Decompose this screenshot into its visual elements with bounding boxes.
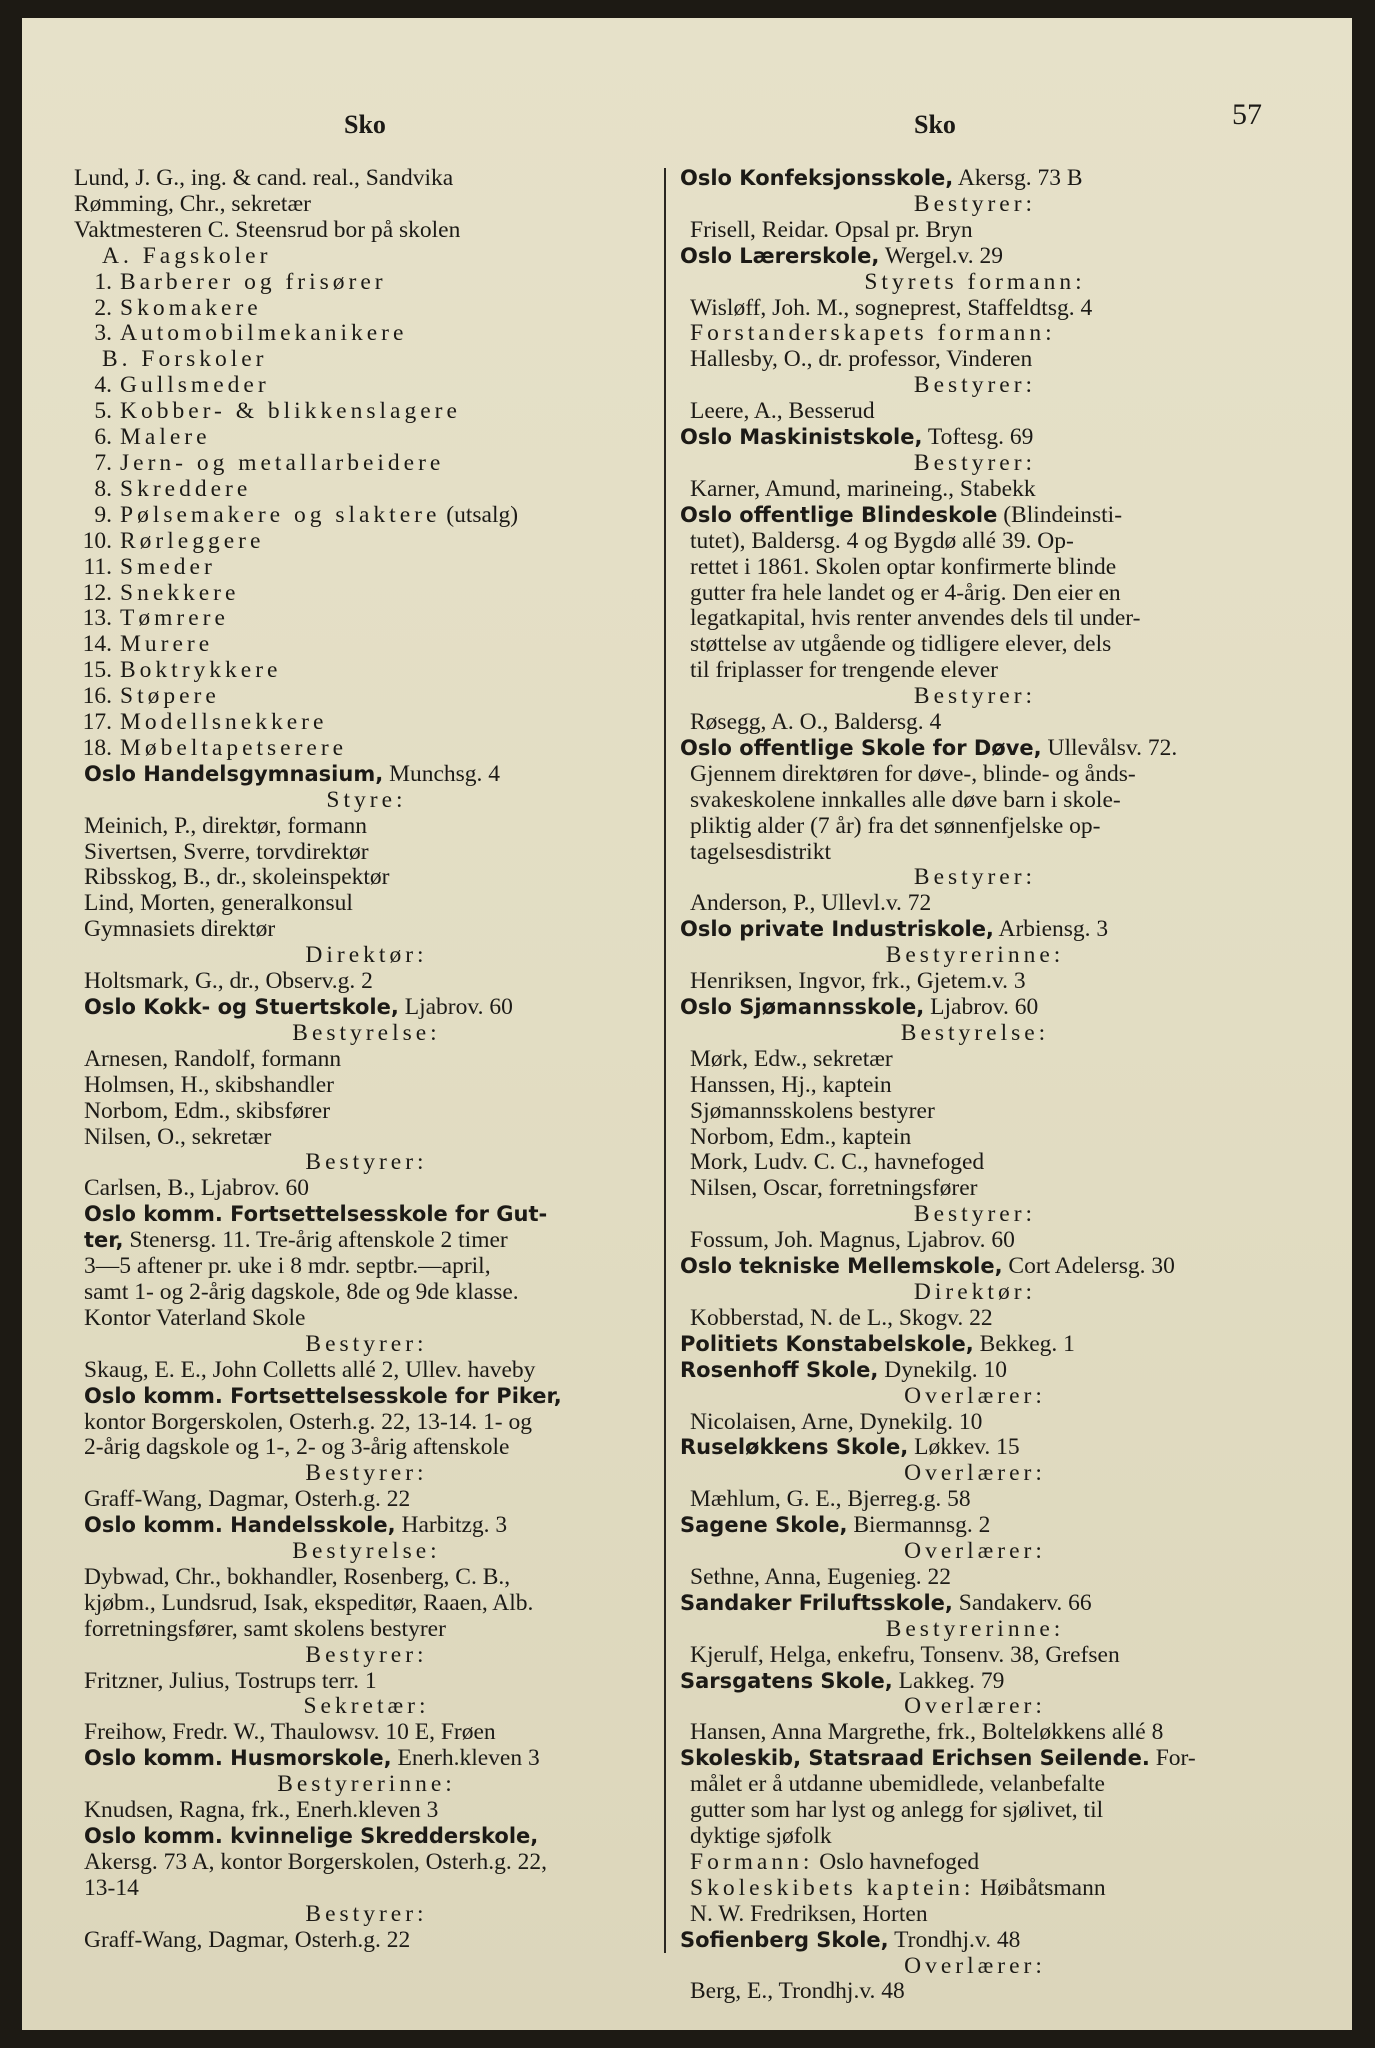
person-text: Oslo havnefoged — [813, 1848, 980, 1875]
role-heading: Direktør: — [913, 1278, 1037, 1305]
entry-title — [680, 503, 1270, 529]
person-line: Kobberstad, N. de L., Skogv. 22 — [690, 1304, 993, 1331]
person-line: Gymnasiets direktør — [84, 916, 276, 943]
entry-address: Ullevålsv. 72. — [1041, 734, 1178, 761]
text-line: Gjennem direktøren for døve-, blinde- og ånds- — [690, 760, 1136, 787]
person-text: Høibåtsmann — [974, 1874, 1106, 1901]
right-running-header: Sko — [914, 110, 956, 139]
role-heading: Bestyrerinne: — [885, 942, 1065, 969]
left-running-header: Sko — [344, 110, 386, 139]
entry-title: Oslo komm. Husmorskole, Enerh.kleven 3 — [84, 1745, 540, 1772]
entry-address: Dynekilg. 10 — [878, 1356, 1007, 1383]
person-line: Røsegg, A. O., Baldersg. 4 — [690, 709, 942, 736]
text-line: Lund, J. G., ing. & cand. real., Sandvika — [74, 165, 454, 191]
item-label: Skreddere — [120, 475, 252, 502]
text-line — [84, 1280, 659, 1306]
bestyrelse-list — [74, 1565, 659, 1643]
role-heading: Overlærer: — [904, 1460, 1046, 1487]
entry-address: Ljabrov. 60 — [924, 994, 1039, 1020]
item-number: 14. — [82, 631, 112, 658]
item-label: Støpere — [120, 683, 220, 710]
person-line: Anderson, P., Ullevl.v. 72 — [690, 890, 932, 917]
page-number: 57 — [1232, 98, 1262, 131]
item-number: 16. — [82, 683, 112, 710]
role-heading: Bestyrer: — [913, 1201, 1037, 1228]
entry-paragraph — [74, 1824, 659, 1902]
person-line: Hanssen, Hj., kaptein — [690, 1071, 892, 1098]
text-line — [84, 1202, 659, 1228]
entry-text: Akersg. 73 A, kontor Borgerskolen, Osterh.g. 22, — [84, 1848, 547, 1875]
entry-name: ter, — [84, 1228, 124, 1253]
list-item — [74, 451, 659, 477]
text-line — [84, 1876, 659, 1902]
person-line: Wisløff, Joh. M., sogneprest, Staffeldtsg. 4 — [690, 294, 1093, 321]
person-line: Mørk, Edw., sekretær — [690, 1045, 893, 1072]
list-item — [74, 425, 659, 451]
person-line: Nicolaisen, Arne, Dynekilg. 10 — [690, 1408, 983, 1435]
person-line: Kjerulf, Helga, enkefru, Tonsenv. 38, Grefsen — [690, 1641, 1120, 1668]
role-heading: Bestyrer: — [305, 1900, 428, 1927]
person-line: Skaug, E. E., John Colletts allé 2, Ullev. haveby — [84, 1356, 536, 1383]
entry-title — [680, 1513, 1270, 1539]
text-line: Rømming, Chr., sekretær — [74, 190, 311, 217]
item-number: 11. — [83, 553, 112, 580]
item-number: 7. — [94, 449, 112, 476]
person-line: Fritzner, Julius, Tostrups terr. 1 — [84, 1667, 377, 1694]
entry-title — [680, 1358, 1270, 1384]
person-line: Nilsen, O., sekretær — [84, 1123, 272, 1150]
text-line — [84, 1306, 659, 1332]
person-line: Sivertsen, Sverre, torvdirektør — [84, 838, 369, 865]
person-line: Norbom, Edm., skibsfører — [84, 1097, 331, 1124]
entry-address: Løkkev. 15 — [908, 1434, 1020, 1461]
item-label: Jern- og metallarbeidere — [120, 449, 445, 476]
item-label: Pølsemakere og slaktere — [120, 501, 441, 528]
role-heading: Overlærer: — [904, 1952, 1046, 1979]
entry-address: Biermannsg. 2 — [847, 1512, 991, 1539]
role-heading: Bestyrer: — [913, 372, 1037, 399]
list-item — [74, 373, 659, 399]
person-line: Ribsskog, B., dr., skoleinspektør — [84, 864, 390, 891]
text-line — [84, 1254, 659, 1280]
entry-title — [680, 1669, 1270, 1695]
item-number: 12. — [82, 579, 112, 606]
list-item — [74, 736, 659, 762]
entry-name: Oslo offentlige Skole for Døve, — [680, 735, 1042, 760]
text-line: rettet i 1861. Skolen optar konfirmerte blinde — [690, 553, 1117, 580]
role-heading: Forstanderskapets formann: — [690, 320, 1056, 347]
role-heading: Bestyrer: — [913, 683, 1037, 710]
text-line: dyktige sjøfolk — [690, 1823, 832, 1849]
text-line: tagelsesdistrikt — [690, 838, 831, 865]
text-line: N. W. Fredriksen, Horten — [690, 1900, 928, 1927]
entry-name: Oslo Lærerskole, — [680, 243, 880, 268]
role-heading: Bestyrerinne: — [885, 1615, 1065, 1642]
item-label: Skomakere — [120, 294, 262, 321]
column-divider — [664, 168, 666, 1953]
book-page — [22, 18, 1352, 2030]
role-heading: Bestyrelse: — [900, 1019, 1050, 1046]
item-number: 8. — [94, 475, 112, 502]
entry-address: Akersg. 73 B — [953, 165, 1083, 191]
role-heading: Bestyrelse: — [292, 1019, 441, 1046]
text-line: gutter som har lyst og anlegg for sjølivet, til — [690, 1797, 1104, 1824]
entry-name: Skoleskib, Statsraad Erichsen Seilende. — [680, 1746, 1150, 1771]
text-line — [84, 1824, 659, 1850]
role-heading: Overlærer: — [904, 1538, 1046, 1565]
entry-address: Wergel.v. 29 — [879, 242, 1004, 269]
person-line: Nilsen, Oscar, forretningsfører — [690, 1175, 978, 1202]
person-line: Graff-Wang, Dagmar, Osterh.g. 22 — [84, 1486, 411, 1513]
entry-name: Politiets Konstabelskole, — [680, 1331, 974, 1356]
entry-title — [680, 995, 1270, 1021]
list-item — [74, 270, 659, 296]
text-line — [84, 1228, 659, 1254]
role-line — [680, 1850, 1270, 1876]
text-line: tutet), Baldersg. 4 og Bygdø allé 39. Op- — [690, 527, 1074, 554]
role-heading: Bestyrer: — [913, 864, 1037, 891]
item-number: 17. — [82, 709, 112, 736]
entry-name: Oslo Konfeksjonsskole, — [680, 166, 954, 190]
text-line — [84, 1435, 659, 1461]
entry-title — [680, 166, 1270, 192]
text-line: til friplasser for trengende elever — [690, 657, 998, 684]
entry-address: (Blindeinsti- — [997, 501, 1123, 528]
role-heading: Skoleskibets kaptein: — [690, 1874, 975, 1901]
entry-text: 2-årig dagskole og 1-, 2- og 3-årig aftenskole — [84, 1434, 510, 1461]
person-line: Lind, Morten, generalkonsul — [84, 890, 353, 917]
entry-text: kontor Borgerskolen, Osterh.g. 22, 13-14. 1- og — [84, 1408, 532, 1435]
person-line: Holtsmark, G., dr., Observ.g. 2 — [84, 968, 373, 995]
person-line: Henriksen, Ingvor, frk., Gjetem.v. 3 — [690, 968, 1026, 995]
text-line: støttelse av utgående og tidligere elever, dels — [690, 631, 1112, 658]
person-line: Mæhlum, G. E., Bjerreg.g. 58 — [690, 1486, 971, 1513]
item-number: 10. — [82, 527, 112, 554]
entry-title — [680, 1254, 1270, 1280]
item-label: Murere — [120, 631, 214, 658]
person-line: Meinich, P., direktør, formann — [84, 812, 367, 839]
person-line: Carlsen, B., Ljabrov. 60 — [84, 1175, 309, 1202]
entry-title: Oslo komm. Handelsskole, Harbitzg. 3 — [84, 1512, 508, 1539]
item-label: Malere — [120, 424, 211, 451]
role-heading: Formann: — [690, 1848, 814, 1875]
entry-address: Sandakerv. 66 — [952, 1589, 1092, 1616]
text-line: svakeskolene innkalles alle døve barn i skole- — [690, 786, 1121, 813]
entry-address: Cort Adelersg. 30 — [1002, 1253, 1175, 1280]
entry-name: Oslo tekniske Mellemskole, — [680, 1254, 1003, 1279]
item-label: Boktrykkere — [120, 657, 282, 684]
right-column — [680, 166, 1270, 2005]
item-label: Modellsnekkere — [120, 709, 328, 736]
list-item — [74, 321, 659, 347]
item-label: Automobilmekanikere — [120, 320, 408, 347]
list-item — [74, 658, 659, 684]
entry-name: Sarsgatens Skole, — [680, 1668, 893, 1693]
text-line — [84, 1384, 659, 1410]
role-heading: Direktør: — [305, 942, 428, 969]
role-heading: Styrets formann: — [864, 268, 1086, 295]
person-line: Frisell, Reidar. Opsal pr. Bryn — [690, 216, 973, 243]
list-item — [74, 399, 659, 425]
person-line: Graff-Wang, Dagmar, Osterh.g. 22 — [84, 1926, 411, 1953]
person-line: Hallesby, O., dr. professor, Vinderen — [690, 346, 1033, 373]
list-item — [74, 477, 659, 503]
entry-title — [680, 736, 1270, 762]
text-line: legatkapital, hvis renter anvendes dels til under- — [690, 605, 1141, 632]
item-label: Møbeltapetserere — [120, 734, 348, 761]
person-line: Leere, A., Besserud — [690, 398, 875, 425]
person-line: Hansen, Anna Margrethe, frk., Bolteløkkens allé 8 — [690, 1719, 1164, 1746]
entry-address: Toftesg. 69 — [922, 424, 1034, 451]
person-line: Norbom, Edm., kaptein — [690, 1123, 912, 1150]
item-number: 9. — [94, 501, 112, 528]
role-heading: Bestyrerinne: — [277, 1771, 456, 1798]
entry-title — [680, 1435, 1270, 1461]
text-line: pliktig alder (7 år) fra det sønnenfjelske op- — [690, 812, 1101, 839]
entry-name: Oslo komm. kvinnelige Skredderskole, — [84, 1824, 539, 1848]
list-item — [74, 684, 659, 710]
entry-title — [680, 1746, 1270, 1772]
bestyrelse-list — [74, 1047, 659, 1151]
person-line: Sjømannsskolens bestyrer — [690, 1097, 935, 1124]
entry-title — [680, 917, 1270, 943]
item-number: 4. — [94, 372, 112, 399]
person-line: Arnesen, Randolf, formann — [84, 1045, 342, 1072]
item-number: 6. — [94, 424, 112, 451]
entry-title: Oslo Handelsgymnasium, Munchsg. 4 — [84, 760, 501, 787]
list-item — [74, 555, 659, 581]
item-label: Smeder — [120, 553, 216, 580]
entry-text: Stenersg. 11. Tre-årig aftenskole 2 timer — [123, 1227, 508, 1254]
text-line: Vaktmesteren C. Steensrud bor på skolen — [74, 216, 461, 243]
entry-title — [680, 244, 1270, 270]
text-line — [84, 1410, 659, 1436]
entry-name: Sandaker Friluftsskole, — [680, 1590, 953, 1615]
entry-name: Rosenhoff Skole, — [680, 1357, 879, 1382]
entry-title — [680, 1591, 1270, 1617]
fagskoler-list — [74, 270, 659, 348]
item-number: 13. — [82, 605, 112, 632]
entry-name: Oslo Sjømannsskole, — [680, 995, 925, 1019]
person-line: Sethne, Anna, Eugenieg. 22 — [690, 1563, 952, 1590]
entry-address: Bekkeg. 1 — [973, 1330, 1075, 1357]
item-label: Kobber- & blikkenslagere — [120, 398, 461, 425]
entry-text: 3—5 aftener pr. uke i 8 mdr. septbr.—april, — [84, 1253, 491, 1280]
person-line: kjøbm., Lundsrud, Isak, ekspeditør, Raaen, Alb. — [84, 1589, 534, 1616]
role-heading: Overlærer: — [904, 1382, 1046, 1409]
role-heading: Bestyrer: — [913, 190, 1037, 217]
entry-title: Oslo Kokk- og Stuertskole, Ljabrov. 60 — [84, 994, 513, 1020]
role-heading: Bestyrer: — [305, 1330, 428, 1357]
entry-name: Oslo offentlige Blindeskole — [680, 502, 998, 527]
entry-name: Sagene Skole, — [680, 1513, 848, 1538]
entry-name: Sofienberg Skole, — [680, 1927, 889, 1952]
role-heading: Bestyrer: — [305, 1149, 428, 1176]
item-number: 1. — [94, 268, 112, 295]
person-line: Dybwad, Chr., bokhandler, Rosenberg, C. B., — [84, 1563, 511, 1590]
entry-name: Ruseløkkens Skole, — [680, 1435, 909, 1460]
item-label: Snekkere — [120, 579, 240, 606]
item-label: Gullsmeder — [120, 372, 270, 399]
left-column — [74, 166, 659, 1954]
person-line: Karner, Amund, marineing., Stabekk — [690, 475, 1036, 502]
entry-address: For- — [1149, 1745, 1196, 1772]
text-line — [84, 1850, 659, 1876]
entry-name: Oslo komm. Fortsettelsesskole for Piker, — [84, 1383, 562, 1408]
list-item — [74, 503, 659, 529]
entry-paragraph — [74, 1202, 659, 1332]
role-heading: Overlærer: — [904, 1693, 1046, 1720]
section-heading: B. Forskoler — [102, 346, 268, 373]
entry-address: Trondhj.v. 48 — [888, 1926, 1021, 1953]
item-label: Rørleggere — [120, 527, 265, 554]
item-number: 18. — [82, 734, 112, 761]
entry-title — [680, 1332, 1270, 1358]
person-line: Knudsen, Ragna, frk., Enerh.kleven 3 — [84, 1797, 439, 1824]
forskoler-list — [74, 373, 659, 762]
text-line: målet er å utdanne ubemidlede, velanbefalte — [690, 1771, 1105, 1798]
entry-paragraph — [74, 1384, 659, 1462]
entry-text: 13-14 — [84, 1874, 139, 1901]
styre-list — [74, 814, 659, 944]
section-heading: A. Fagskoler — [102, 242, 272, 269]
item-number: 3. — [94, 320, 112, 347]
list-item — [74, 581, 659, 607]
text-line: gutter fra hele landet og er 4-årig. Den eier en — [690, 579, 1121, 606]
item-note: (utsalg) — [446, 501, 519, 528]
list-item — [74, 606, 659, 632]
item-number: 2. — [94, 294, 112, 321]
item-number: 5. — [94, 398, 112, 425]
entry-text: Kontor Vaterland Skole — [84, 1304, 306, 1331]
role-heading: Bestyrer: — [913, 449, 1037, 476]
list-item — [74, 529, 659, 555]
person-line: Mork, Ludv. C. C., havnefoged — [690, 1149, 985, 1176]
item-number: 15. — [82, 657, 112, 684]
entry-text: samt 1- og 2-årig dagskole, 8de og 9de klasse. — [84, 1278, 519, 1305]
entry-address: Lakkeg. 79 — [892, 1667, 1005, 1694]
entry-name: Oslo komm. Fortsettelsesskole for Gut- — [84, 1202, 548, 1227]
entry-name: Oslo private Industriskole, — [680, 917, 994, 942]
person-line: Berg, E., Trondhj.v. 48 — [690, 1978, 905, 2005]
role-heading: Sekretær: — [303, 1693, 430, 1720]
role-heading: Styre: — [326, 786, 407, 813]
person-line: Holmsen, H., skibshandler — [84, 1071, 334, 1098]
role-line — [680, 1876, 1270, 1902]
entry-name: Oslo Maskinistskole, — [680, 425, 923, 450]
item-label: Tømrere — [120, 605, 229, 632]
person-line: Freihow, Fredr. W., Thaulowsv. 10 E, Frøen — [84, 1719, 496, 1746]
role-heading: Bestyrelse: — [292, 1538, 441, 1565]
item-label: Barberer og frisører — [120, 268, 387, 295]
person-line: Fossum, Joh. Magnus, Ljabrov. 60 — [690, 1227, 1015, 1254]
entry-title — [680, 1928, 1270, 1954]
person-line: forretningsfører, samt skolens bestyrer — [84, 1615, 446, 1642]
list-item — [74, 632, 659, 658]
entry-address: Arbiensg. 3 — [993, 916, 1109, 943]
list-item — [74, 296, 659, 322]
entry-title — [680, 425, 1270, 451]
role-heading: Bestyrer: — [305, 1460, 428, 1487]
list-item — [74, 710, 659, 736]
role-heading: Bestyrer: — [305, 1641, 428, 1668]
